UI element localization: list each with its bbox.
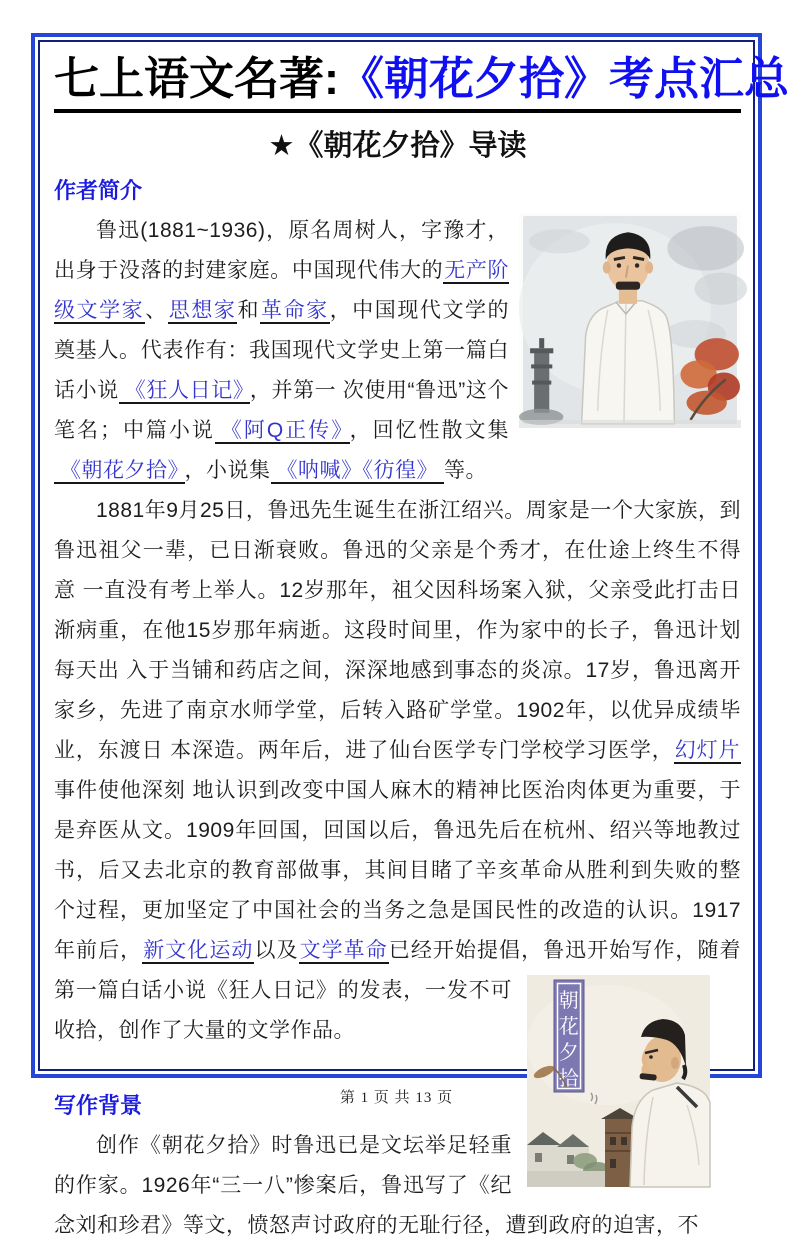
- text-link[interactable]: 文学革命: [299, 939, 388, 963]
- author-bio-paragraph: [54, 491, 742, 1091]
- page-number: 第 1 页 共 13 页: [339, 1090, 454, 1106]
- title-prefix: 七上语文名著:: [54, 53, 339, 104]
- text-link[interactable]: 幻灯片: [674, 739, 741, 763]
- section-heading-background: 写作背景: [54, 1093, 143, 1119]
- page-title: [54, 53, 790, 113]
- subtitle: ★《朝花夕拾》导读: [268, 130, 527, 163]
- text-link[interactable]: 《呐喊》《彷徨》: [271, 459, 445, 484]
- background-text: 创作《朝花夕拾》时鲁迅已是文坛举足轻重的作家。1926年“三一八”惨案后，鲁迅写了《纪念刘和珍君》等文，愤怒声讨政府的无耻行径，遭到政府的迫害，不: [54, 1134, 699, 1238]
- text-link[interactable]: 新文化运动: [143, 939, 254, 963]
- title-highlight: 《朝花夕拾》考点汇总: [339, 53, 790, 104]
- author-bio-text-b: 日记》的发表，一发不可收拾，创作了大量的文学作品。: [54, 979, 512, 1043]
- luxun-portrait-drawing: [519, 213, 741, 428]
- author-bio-text-a: 1881年9月25日，鲁迅先生诞生在浙江绍兴。周家是一个大家族，到 鲁迅祖父一辈，已日渐衰败。鲁迅的父亲是个秀才，在仕途上终生不得意 一直没有考上举人。12岁那年，祖父因科场案入狱，父亲受此打击日渐病重，在他15岁那年病逝。这段时间里，作为家中的长子，鲁迅计划每天出 入于当铺和药店之间，深深地感到事态的炎凉。17岁，鲁迅离开家乡，先进了南京水师学堂，后转入路矿学堂。1902年，以优异成绩毕业，东渡日 本深造。两年后，进了仙台医学专门学校学习医学，幻灯片事件使他深刻 地认识到改变中国人麻木的精神比医治肉体更为重要，于是弃医从文。1909年回国，回国以后，鲁迅先后在杭州、绍兴等地教过书，后又去北京的教育部做事，其间目睹了辛亥革命从胜利到失败的整个过程，更加坚定了中国社会的当务之急是国民性的改造的认识。1917年前后，新文化运动以及文学革命已经开始提倡，鲁迅开始写作，随着第一篇白话小说《狂人: [54, 499, 742, 1003]
- text-link[interactable]: 《阿Q正传》: [215, 419, 350, 444]
- book-cover-char-3: 夕: [558, 1042, 580, 1065]
- book-cover-drawing: [526, 975, 711, 1187]
- book-cover-char-2: 花: [558, 1016, 580, 1039]
- section-heading-author: 作者简介: [54, 178, 143, 204]
- text-link[interactable]: 《朝花夕拾》: [54, 459, 185, 484]
- luxun-portrait-image: [519, 213, 741, 428]
- text-link[interactable]: 思想家: [168, 299, 237, 323]
- text-link[interactable]: 革命家: [261, 299, 329, 323]
- book-cover-char-4: 拾: [558, 1068, 580, 1091]
- author-intro-text: 鲁迅(1881~1936)，原名周树人，字豫才，出身于没落的封建家庭。中国现代伟大的无产阶级文学家、思想家和革命家，中国现代文学的奠基人。代表作有：我国现代文学史上第一篇白话小说 《狂人日记》 ，并第一 次使用“鲁迅”这个笔名；中篇小说 《阿Q正传》 ，回忆性散文集《朝花夕拾》 ，小说集 《呐喊》《彷徨》 等。: [54, 219, 510, 483]
- book-cover-char-1: 朝: [558, 990, 580, 1013]
- author-intro-paragraph: [54, 211, 741, 491]
- text-link[interactable]: 无产阶级文学家: [54, 259, 509, 323]
- book-cover-image: [526, 975, 711, 1187]
- text-link[interactable]: 《狂人日记》: [119, 379, 250, 404]
